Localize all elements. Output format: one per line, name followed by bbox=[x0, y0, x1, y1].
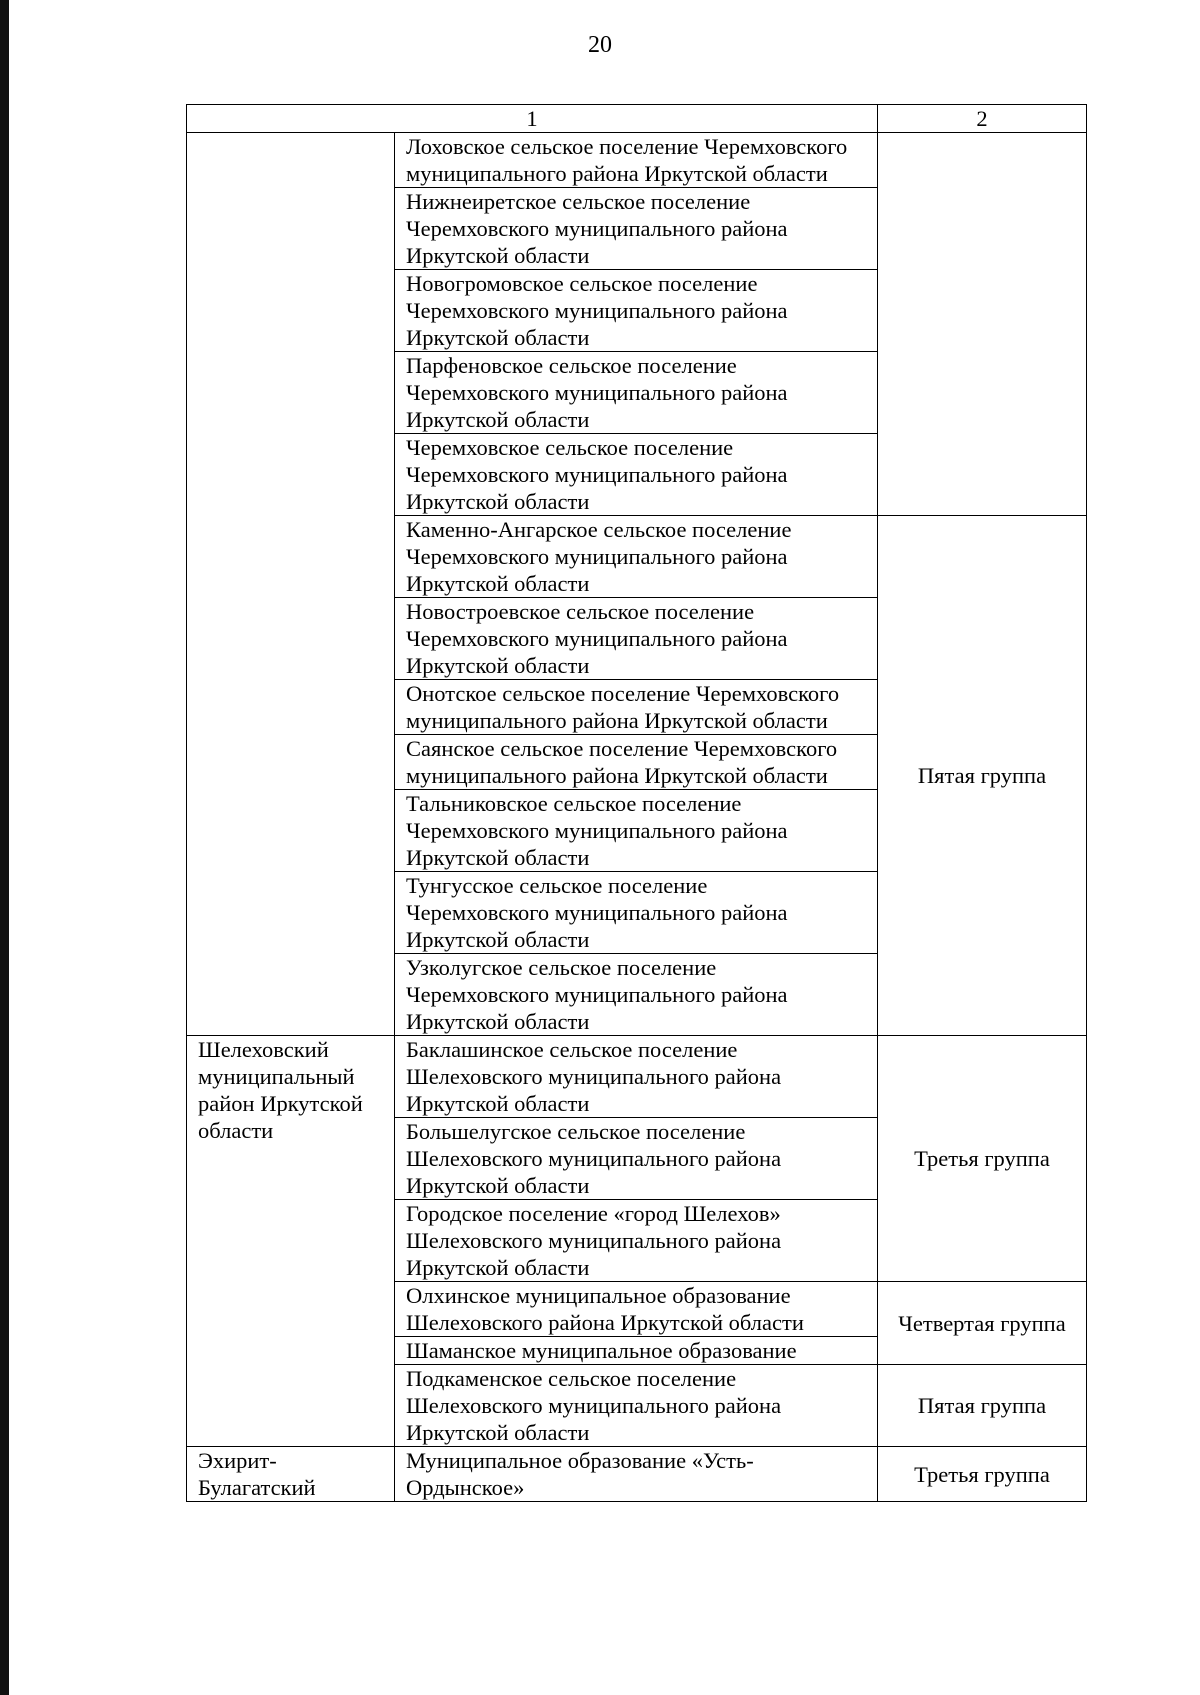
settlement-cell: Муниципальное образование «Усть- Ордынское» bbox=[395, 1447, 878, 1502]
group-cell: Пятая группа bbox=[878, 1365, 1087, 1447]
group-cell: Третья группа bbox=[878, 1036, 1087, 1282]
table-row bbox=[187, 133, 1087, 188]
settlement-group-table bbox=[186, 104, 1087, 1502]
settlement-cell: Черемховское сельское поселение Черемховского муниципального района Иркутской области bbox=[395, 434, 878, 516]
settlement-cell: Тунгусское сельское поселение Черемховского муниципального района Иркутской области bbox=[395, 872, 878, 954]
settlement-cell: Тальниковское сельское поселение Черемховского муниципального района Иркутской области bbox=[395, 790, 878, 872]
settlement-cell: Онотское сельское поселение Черемховского муниципального района Иркутской области bbox=[395, 680, 878, 735]
header-col-1: 1 bbox=[187, 105, 878, 133]
settlement-cell: Узколугское сельское поселение Черемховского муниципального района Иркутской области bbox=[395, 954, 878, 1036]
settlement-cell: Большелугское сельское поселение Шелеховского муниципального района Иркутской области bbox=[395, 1118, 878, 1200]
header-col-2: 2 bbox=[878, 105, 1087, 133]
settlement-cell: Нижнеиретское сельское поселение Черемховского муниципального района Иркутской области bbox=[395, 188, 878, 270]
settlement-cell: Саянское сельское поселение Черемховского муниципального района Иркутской области bbox=[395, 735, 878, 790]
settlement-cell: Баклашинское сельское поселение Шелеховского муниципального района Иркутской области bbox=[395, 1036, 878, 1118]
settlement-cell: Парфеновское сельское поселение Черемховского муниципального района Иркутской области bbox=[395, 352, 878, 434]
group-cell: Третья группа bbox=[878, 1447, 1087, 1502]
district-cell: Шелеховский муниципальный район Иркутской области bbox=[187, 1036, 395, 1447]
district-cell bbox=[187, 133, 395, 1036]
table-row bbox=[187, 1447, 1087, 1502]
settlement-cell: Новостроевское сельское поселение Черемховского муниципального района Иркутской области bbox=[395, 598, 878, 680]
district-cell: Эхирит- Булагатский bbox=[187, 1447, 395, 1502]
settlement-cell: Шаманское муниципальное образование bbox=[395, 1337, 878, 1365]
group-cell bbox=[878, 133, 1087, 516]
group-cell: Четвертая группа bbox=[878, 1282, 1087, 1365]
settlement-cell: Каменно-Ангарское сельское поселение Черемховского муниципального района Иркутской области bbox=[395, 516, 878, 598]
table-row bbox=[187, 1036, 1087, 1118]
settlement-cell: Городское поселение «город Шелехов» Шелеховского муниципального района Иркутской области bbox=[395, 1200, 878, 1282]
page-number: 20 bbox=[588, 32, 612, 58]
settlement-cell: Подкаменское сельское поселение Шелеховского муниципального района Иркутской области bbox=[395, 1365, 878, 1447]
scan-edge bbox=[0, 0, 9, 1695]
settlement-cell: Лоховское сельское поселение Черемховского муниципального района Иркутской области bbox=[395, 133, 878, 188]
table-header-row bbox=[187, 105, 1087, 133]
settlement-cell: Новогромовское сельское поселение Черемховского муниципального района Иркутской области bbox=[395, 270, 878, 352]
settlement-cell: Олхинское муниципальное образование Шелеховского района Иркутской области bbox=[395, 1282, 878, 1337]
group-cell: Пятая группа bbox=[878, 516, 1087, 1036]
